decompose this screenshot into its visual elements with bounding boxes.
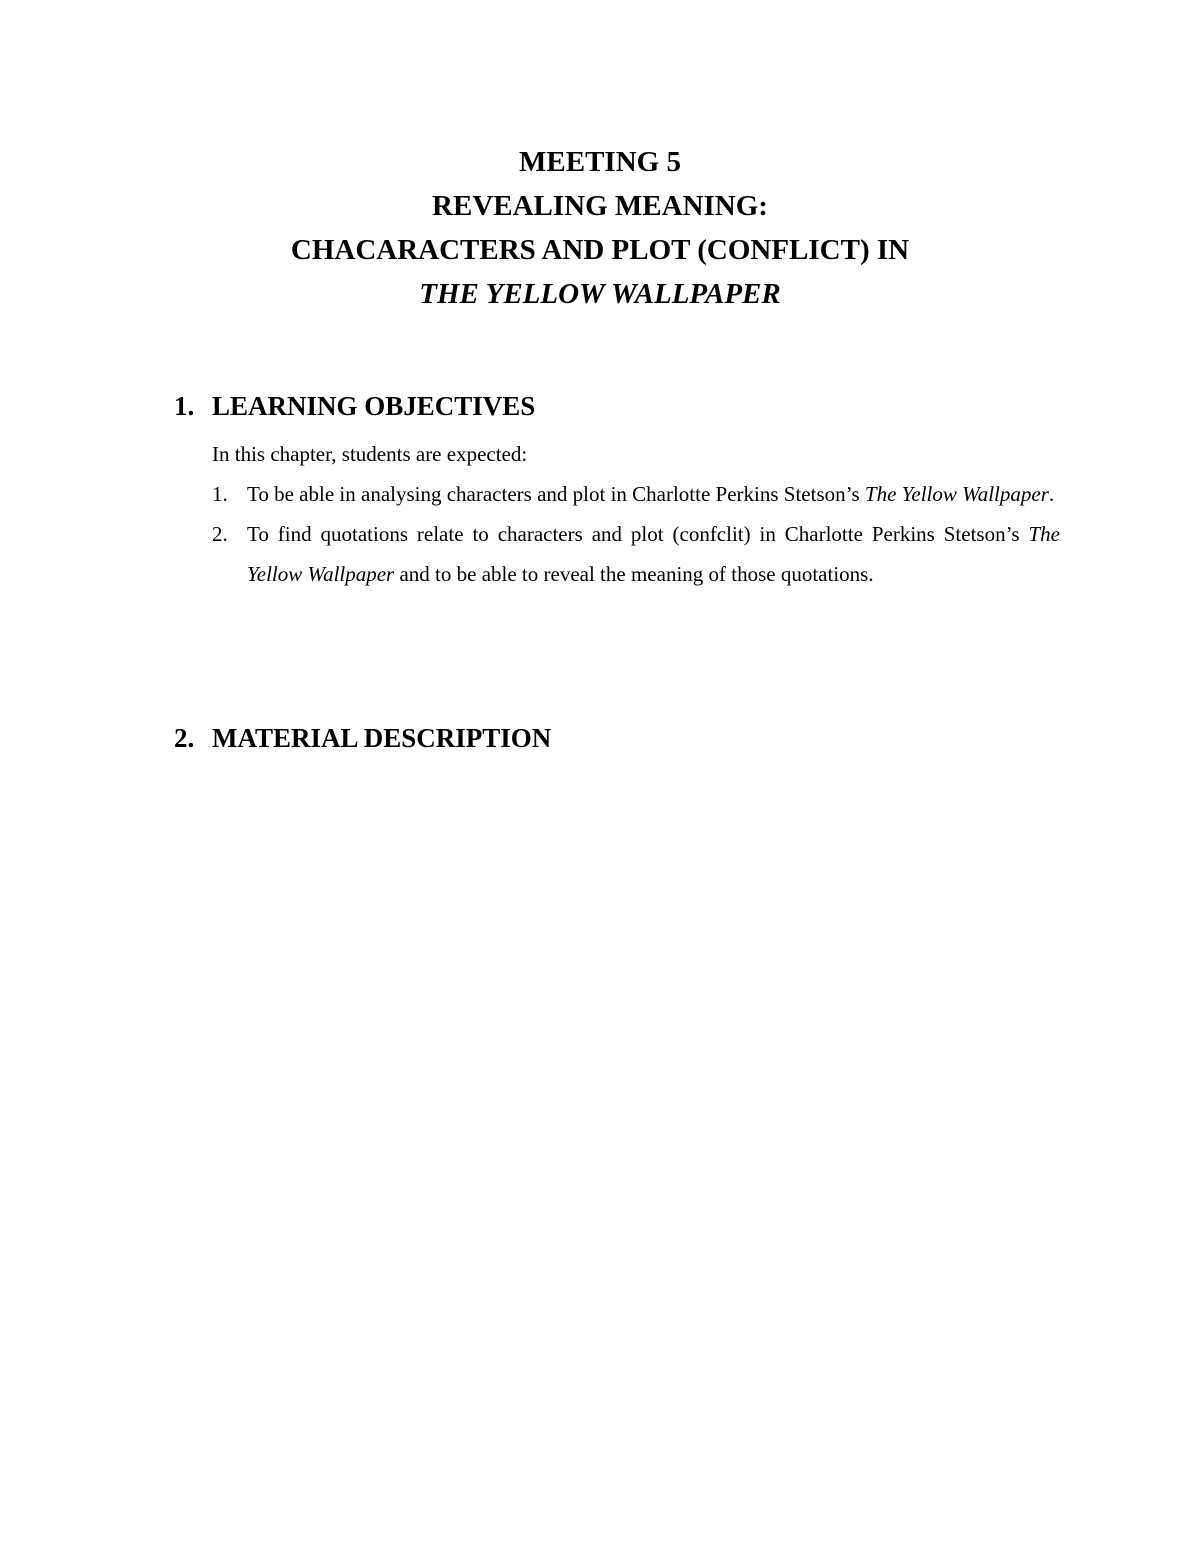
section-heading-learning-objectives xyxy=(174,389,535,423)
objective-item xyxy=(212,514,1060,594)
title-characters-plot: CHACARACTERS AND PLOT (CONFLICT) IN xyxy=(290,234,910,266)
objective-work-title: The Yellow Wallpaper xyxy=(864,482,1049,506)
document-title xyxy=(0,140,1200,316)
section-number: 1. xyxy=(174,391,195,421)
objective-number: 2. xyxy=(212,522,228,546)
objective-work-title: The Yellow Wallpaper xyxy=(247,522,1060,586)
title-meeting: MEETING 5 xyxy=(519,146,681,178)
objectives-intro: In this chapter, students are expected: xyxy=(212,442,528,466)
section-number: 2. xyxy=(174,723,195,753)
objectives-list xyxy=(212,474,1060,594)
objective-text-end: and to be able to reveal the meaning of those quotations. xyxy=(394,562,874,586)
objective-item xyxy=(212,474,1060,514)
section-heading-material-description xyxy=(174,721,551,755)
objective-text: To find quotations relate to characters and plot (confclit) in Charlotte Perkins Stetson’s xyxy=(247,522,1029,546)
section-title: MATERIAL DESCRIPTION xyxy=(212,723,552,753)
objective-text: To be able in analysing characters and plot in Charlotte Perkins Stetson’s xyxy=(247,482,865,506)
objective-text-end: . xyxy=(1048,482,1055,506)
section-title: LEARNING OBJECTIVES xyxy=(212,391,536,421)
title-work-name: THE YELLOW WALLPAPER xyxy=(419,278,781,310)
objective-number: 1. xyxy=(212,482,228,506)
title-revealing-meaning: REVEALING MEANING: xyxy=(432,190,768,222)
